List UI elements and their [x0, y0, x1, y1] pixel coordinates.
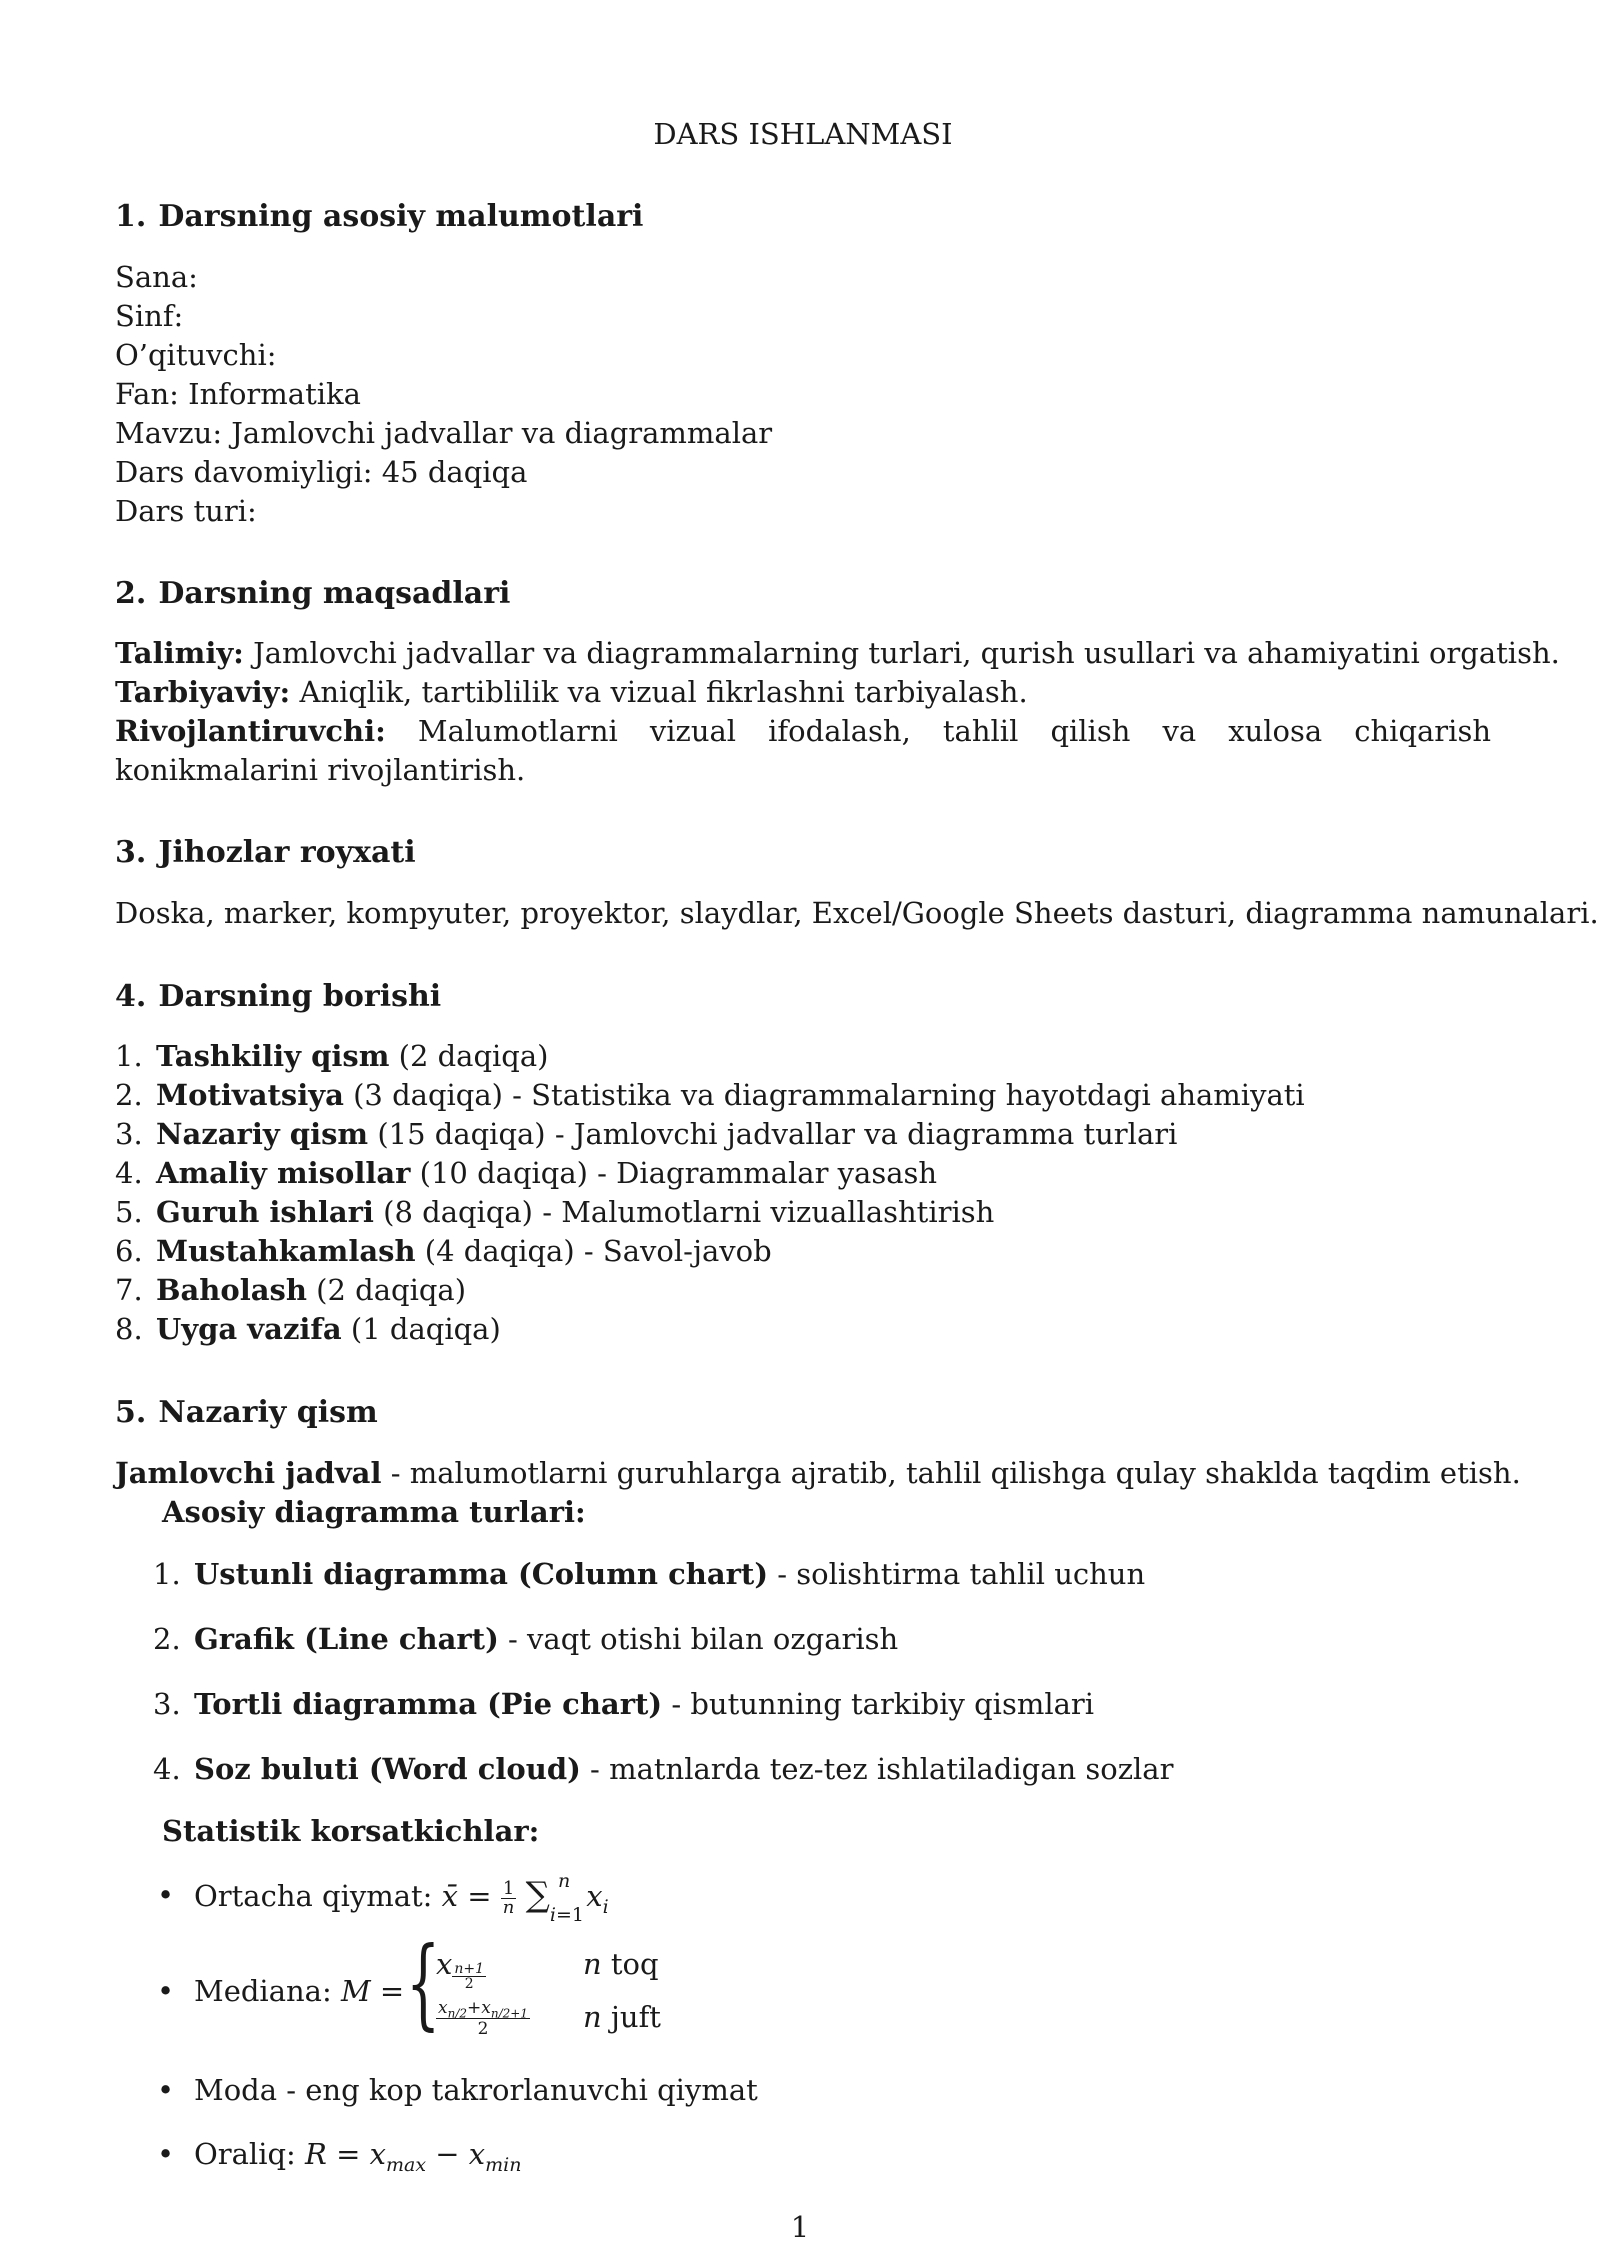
item-text: (3 daqiqa) - Statistika va diagrammalarning hayotdagi ahamiyati — [343, 1078, 1305, 1112]
section-title: Darsning borishi — [158, 979, 442, 1014]
list-item — [115, 1271, 466, 1310]
section-title: Darsning maqsadlari — [158, 576, 511, 611]
item-title: Amaliy misollar — [156, 1156, 411, 1190]
section-1-heading — [115, 197, 643, 236]
list-item — [153, 1620, 898, 1659]
list-item — [115, 1193, 994, 1232]
definition-term: Jamlovchi jadval — [115, 1456, 382, 1490]
section-3-heading — [115, 833, 416, 872]
definition-text: - malumotlarni guruhlarga ajratib, tahlil qilishga qulay shaklda taqdim etish. — [381, 1456, 1521, 1490]
item-text: - matnlarda tez-tez ishlatiladigan sozlar — [580, 1752, 1174, 1786]
definition-line — [115, 1454, 1521, 1493]
item-number: 2. — [115, 1078, 143, 1112]
goal-label: Talimiy: — [115, 636, 244, 670]
section-number: 1. — [115, 199, 147, 234]
item-number: 3. — [115, 1117, 143, 1151]
goal-label: Rivojlantiruvchi: — [115, 714, 386, 748]
item-text: (8 daqiqa) - Malumotlarni vizuallashtirish — [373, 1195, 995, 1229]
list-item — [115, 1154, 937, 1193]
item-number: 3. — [153, 1687, 181, 1721]
item-title: Uyga vazifa — [156, 1312, 342, 1346]
item-number: 6. — [115, 1234, 143, 1268]
document-title: DARS ISHLANMASI — [653, 117, 953, 151]
info-line-lesson-type: Dars turi: — [115, 494, 257, 528]
info-line-class: Sinf: — [115, 299, 184, 333]
item-text: - butunning tarkibiy qismlari — [662, 1687, 1095, 1721]
item-number: 1. — [115, 1039, 143, 1073]
item-title: Grafik (Line chart) — [194, 1622, 499, 1656]
median-case-odd: n toq — [583, 1947, 659, 1981]
median-label: Mediana: — [194, 1974, 332, 2008]
item-title: Soz buluti (Word cloud) — [194, 1752, 581, 1786]
item-title: Baholash — [156, 1273, 307, 1307]
item-title: Guruh ishlari — [156, 1195, 374, 1229]
mean-formula-line — [194, 1870, 609, 1926]
median-formula: M = — [340, 1974, 405, 2008]
item-text: (2 daqiqa) — [306, 1273, 467, 1307]
range-formula: $R = x_{max} - x_{min}$ — [305, 2137, 522, 2176]
section-number: 5. — [115, 1395, 147, 1430]
page-number: 1 — [790, 2210, 810, 2244]
goal-text: Malumotlarni vizual ifodalash, tahlil qilish va xulosa chiqarish konikmalarini rivojlantirish. — [115, 714, 1491, 787]
section-number: 3. — [115, 835, 147, 870]
item-number: 7. — [115, 1273, 143, 1307]
item-number: 8. — [115, 1312, 143, 1346]
goal-text: Jamlovchi jadvallar va diagrammalarning turlari, qurish usullari va ahamiyatini orgatish. — [243, 636, 1560, 670]
list-item — [153, 1750, 1173, 1789]
item-number: 1. — [153, 1557, 181, 1591]
goal-label: Tarbiyaviy: — [115, 675, 291, 709]
item-number: 4. — [115, 1156, 143, 1190]
item-title: Ustunli diagramma (Column chart) — [194, 1557, 769, 1591]
section-title: Jihozlar royxati — [158, 835, 416, 870]
item-text: (4 daqiqa) - Savol-javob — [415, 1234, 772, 1268]
list-item — [115, 1076, 1305, 1115]
goal-upbringing — [115, 673, 1028, 712]
item-text: (15 daqiqa) - Jamlovchi jadvallar va diagramma turlari — [368, 1117, 1178, 1151]
item-text: - vaqt otishi bilan ozgarish — [498, 1622, 899, 1656]
range-formula-line — [194, 2135, 522, 2174]
bullet-icon: • — [157, 1974, 175, 2008]
item-title: Tortli diagramma (Pie chart) — [194, 1687, 663, 1721]
info-line-date: Sana: — [115, 260, 198, 294]
section-number: 2. — [115, 576, 147, 611]
median-formula-line — [194, 1972, 404, 2011]
list-item — [153, 1685, 1094, 1724]
bullet-icon: • — [157, 2073, 175, 2107]
goal-educational — [115, 634, 1560, 673]
median-case-odd-label: toq — [610, 1947, 659, 1981]
left-brace-icon: { — [406, 1927, 441, 2041]
mean-formula: x̄ = $\frac{1}{n}$ $\sum_{i=1}^n$ $x_i$ — [441, 1870, 609, 1926]
section-5-heading — [115, 1393, 378, 1432]
item-text: (1 daqiqa) — [341, 1312, 501, 1346]
mean-label: Ortacha qiymat: — [194, 1879, 433, 1913]
equipment-text: Doska, marker, kompyuter, proyektor, slaydlar, Excel/Google Sheets dasturi, diagramma namunalari. — [115, 896, 1599, 930]
chart-types-heading: Asosiy diagramma turlari: — [162, 1495, 586, 1529]
range-label: Oraliq: — [194, 2137, 296, 2171]
item-number: 2. — [153, 1622, 181, 1656]
item-text: (2 daqiqa) — [389, 1039, 549, 1073]
statistics-heading: Statistik korsatkichlar: — [162, 1814, 540, 1848]
list-item — [115, 1115, 1177, 1154]
goal-text: Aniqlik, tartiblilik va vizual fikrlashni tarbiyalash. — [290, 675, 1028, 709]
median-case-even-expr: $\frac{x_{n/2}+x_{n/2+1}}{2}$ — [438, 1997, 528, 2039]
info-line-topic: Mavzu: Jamlovchi jadvallar va diagrammalar — [115, 416, 773, 450]
median-case-even: n juft — [583, 2000, 661, 2034]
info-line-subject: Fan: Informatika — [115, 377, 361, 411]
section-2-heading — [115, 574, 510, 613]
item-number: 4. — [153, 1752, 181, 1786]
goal-developmental — [115, 712, 1491, 790]
list-item — [153, 1555, 1145, 1594]
median-case-odd-expr: x $_{\frac{n+1}{2}}$ — [436, 1947, 485, 1992]
mode-text: Moda - eng kop takrorlanuvchi qiymat — [194, 2073, 758, 2107]
bullet-icon: • — [157, 1878, 175, 1912]
info-line-teacher: O’qituvchi: — [115, 338, 277, 372]
section-title: Darsning asosiy malumotlari — [158, 199, 644, 234]
item-text: (10 daqiqa) - Diagrammalar yasash — [410, 1156, 938, 1190]
section-4-heading — [115, 977, 441, 1016]
info-line-duration: Dars davomiyligi: 45 daqiqa — [115, 455, 528, 489]
section-title: Nazariy qism — [158, 1395, 378, 1430]
item-title: Tashkiliy qism — [156, 1039, 390, 1073]
list-item — [115, 1037, 548, 1076]
item-title: Nazariy qism — [156, 1117, 369, 1151]
section-number: 4. — [115, 979, 147, 1014]
bullet-icon: • — [157, 2137, 175, 2171]
item-title: Mustahkamlash — [156, 1234, 416, 1268]
item-title: Motivatsiya — [156, 1078, 344, 1112]
list-item — [115, 1232, 772, 1271]
item-text: - solishtirma tahlil uchun — [768, 1557, 1146, 1591]
median-case-even-label: juft — [610, 2000, 661, 2034]
list-item — [115, 1310, 501, 1349]
item-number: 5. — [115, 1195, 143, 1229]
